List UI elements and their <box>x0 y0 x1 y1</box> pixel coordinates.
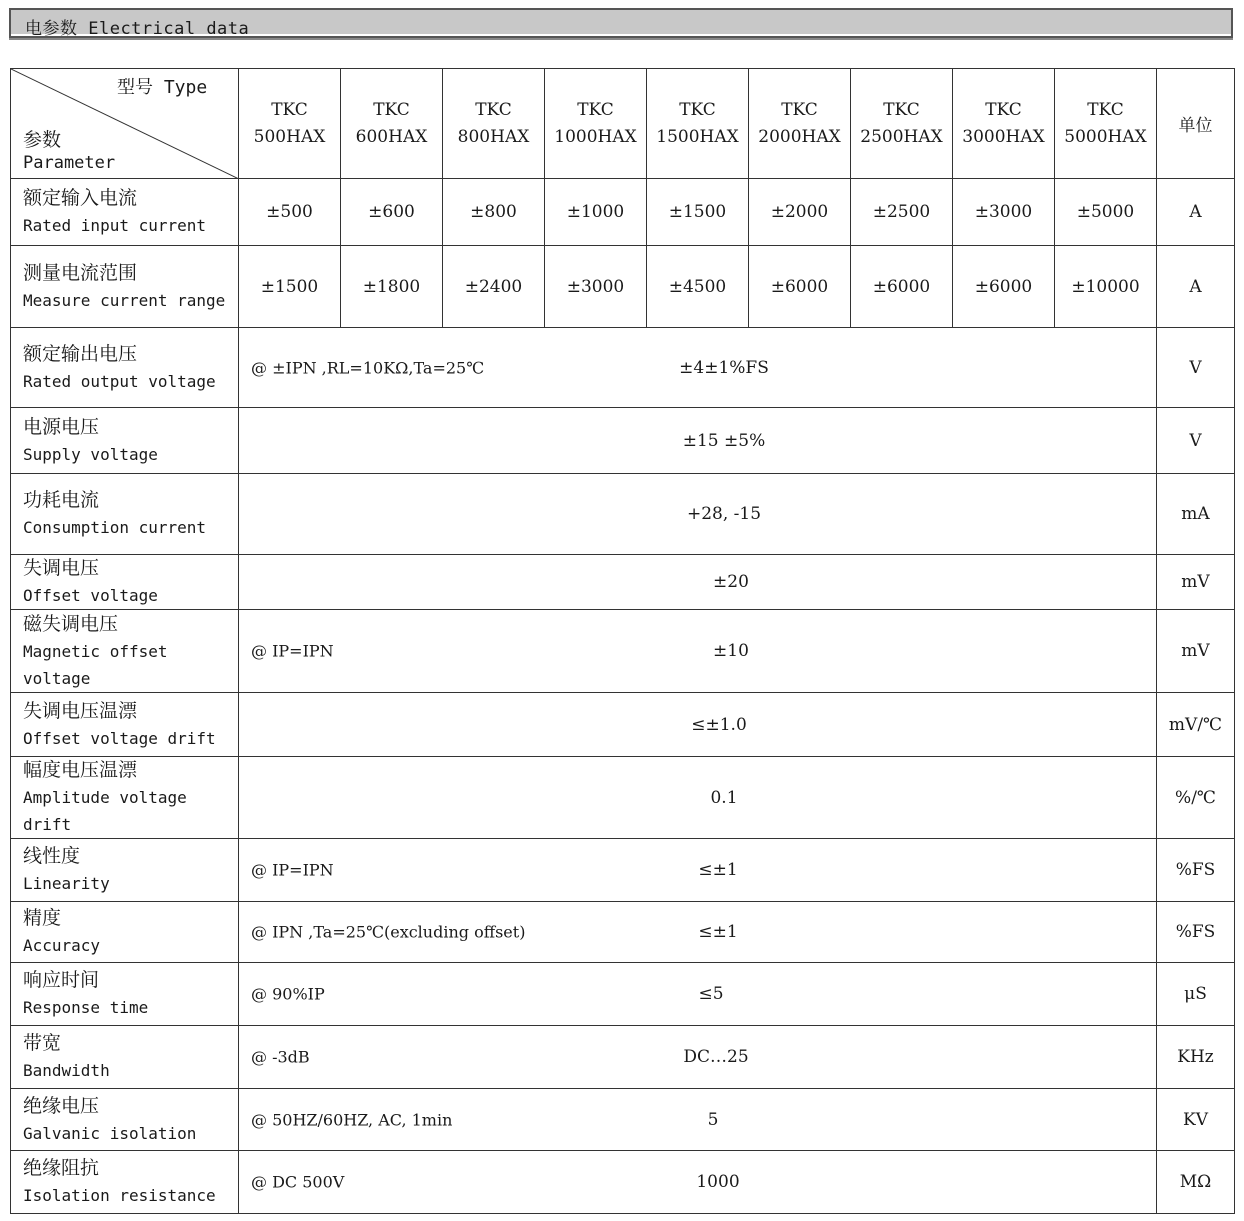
unit-cell: KV <box>1157 1089 1235 1151</box>
param-name: 功耗电流 Consumption current <box>11 474 239 555</box>
unit-cell: mA <box>1157 474 1235 555</box>
merged-value-cell <box>239 610 1157 693</box>
header-corner-cell <box>11 69 239 179</box>
value-cell: ±6000 <box>749 246 851 328</box>
merged-value-cell <box>239 963 1157 1026</box>
spec-value: ≤±1 <box>698 922 738 942</box>
parameter-label-en: Parameter <box>23 153 116 173</box>
param-name: 磁失调电压 Magnetic offset voltage <box>11 610 239 693</box>
section-header <box>9 8 1233 38</box>
merged-value-cell <box>239 1089 1157 1151</box>
unit-cell: A <box>1157 246 1235 328</box>
unit-cell: mV/℃ <box>1157 693 1235 757</box>
value-cell: ±5000 <box>1055 179 1157 246</box>
merged-value-cell <box>239 902 1157 963</box>
spec-value: 1000 <box>696 1172 740 1192</box>
model-header: TKC 5000HAX <box>1055 69 1157 179</box>
value-cell: ±600 <box>341 179 443 246</box>
value-cell: ±1500 <box>239 246 341 328</box>
table-row <box>11 408 1235 474</box>
spec-value: DC…25 <box>683 1047 749 1067</box>
unit-cell: mV <box>1157 555 1235 610</box>
section-title: 电参数 Electrical data <box>25 19 250 39</box>
param-name: 响应时间 Response time <box>11 963 239 1026</box>
test-condition: @ -3dB <box>251 1047 310 1067</box>
table-row <box>11 328 1235 408</box>
unit-cell: V <box>1157 408 1235 474</box>
unit-cell: mV <box>1157 610 1235 693</box>
table-row <box>11 610 1235 693</box>
merged-value-cell <box>239 1026 1157 1089</box>
test-condition: @ IP=IPN <box>251 860 334 880</box>
table-row <box>11 246 1235 328</box>
model-header: TKC 800HAX <box>443 69 545 179</box>
table-row <box>11 963 1235 1026</box>
param-name: 电源电压 Supply voltage <box>11 408 239 474</box>
value-cell: ±1800 <box>341 246 443 328</box>
test-condition: @ 90%IP <box>251 984 325 1004</box>
merged-value-cell <box>239 839 1157 902</box>
table-row <box>11 693 1235 757</box>
merged-value-cell <box>239 555 1157 610</box>
merged-value-cell <box>239 757 1157 839</box>
value-cell: ±3000 <box>545 246 647 328</box>
spec-value: 0.1 <box>710 787 738 808</box>
spec-value: ±10 <box>713 641 749 661</box>
unit-cell: %/℃ <box>1157 757 1235 839</box>
model-header: TKC 1000HAX <box>545 69 647 179</box>
table-row <box>11 839 1235 902</box>
model-header: TKC 1500HAX <box>647 69 749 179</box>
value-cell: ±6000 <box>851 246 953 328</box>
param-name: 线性度 Linearity <box>11 839 239 902</box>
parameter-label-cn: 参数 <box>23 129 62 151</box>
spec-value: ≤±1 <box>698 860 738 880</box>
param-name: 失调电压温漂 Offset voltage drift <box>11 693 239 757</box>
unit-cell: A <box>1157 179 1235 246</box>
unit-cell: μS <box>1157 963 1235 1026</box>
value-cell: ±3000 <box>953 179 1055 246</box>
value-cell: ±10000 <box>1055 246 1157 328</box>
param-name: 绝缘阻抗 Isolation resistance <box>11 1151 239 1214</box>
table-row <box>11 474 1235 555</box>
value-cell: ±1000 <box>545 179 647 246</box>
header-row <box>11 69 1235 179</box>
test-condition: @ DC 500V <box>251 1172 345 1192</box>
type-label: 型号 Type <box>117 77 208 98</box>
table-row <box>11 1089 1235 1151</box>
param-name: 额定输出电压 Rated output voltage <box>11 328 239 408</box>
merged-value-cell <box>239 1151 1157 1214</box>
test-condition: @ IPN ,Ta=25℃(excluding offset) <box>251 922 526 942</box>
param-name: 测量电流范围 Measure current range <box>11 246 239 328</box>
value-cell: ±2500 <box>851 179 953 246</box>
table-row <box>11 1151 1235 1214</box>
table-row <box>11 1026 1235 1089</box>
param-name: 带宽 Bandwidth <box>11 1026 239 1089</box>
value-cell: ±800 <box>443 179 545 246</box>
unit-cell: %FS <box>1157 902 1235 963</box>
test-condition: @ ±IPN ,RL=10KΩ,Ta=25℃ <box>251 358 485 377</box>
table-row <box>11 757 1235 839</box>
model-header: TKC 3000HAX <box>953 69 1055 179</box>
param-name: 幅度电压温漂 Amplitude voltage drift <box>11 757 239 839</box>
spec-value: ≤±1.0 <box>691 714 747 735</box>
value-cell: ±1500 <box>647 179 749 246</box>
table-row <box>11 179 1235 246</box>
electrical-data-table <box>10 68 1235 1214</box>
param-name: 失调电压 Offset voltage <box>11 555 239 610</box>
model-header: TKC 500HAX <box>239 69 341 179</box>
spec-value: ±15 ±5% <box>682 430 766 451</box>
spec-value: 5 <box>707 1109 719 1130</box>
table-row <box>11 902 1235 963</box>
merged-value-cell <box>239 693 1157 757</box>
unit-cell: V <box>1157 328 1235 408</box>
model-header: TKC 2000HAX <box>749 69 851 179</box>
merged-value-cell <box>239 328 1157 408</box>
merged-value-cell <box>239 474 1157 555</box>
table-row <box>11 555 1235 610</box>
spec-value: ±4±1%FS <box>679 357 769 378</box>
param-name: 额定输入电流 Rated input current <box>11 179 239 246</box>
value-cell: ±2000 <box>749 179 851 246</box>
value-cell: ±2400 <box>443 246 545 328</box>
value-cell: ±6000 <box>953 246 1055 328</box>
unit-header: 单位 <box>1157 69 1235 179</box>
spec-value: ≤5 <box>698 984 724 1004</box>
unit-cell: KHz <box>1157 1026 1235 1089</box>
value-cell: ±500 <box>239 179 341 246</box>
value-cell: ±4500 <box>647 246 749 328</box>
merged-value-cell <box>239 408 1157 474</box>
test-condition: @ 50HZ/60HZ, AC, 1min <box>251 1110 453 1129</box>
spec-value: ±20 <box>713 572 749 592</box>
spec-value: +28, -15 <box>686 504 762 524</box>
model-header: TKC 2500HAX <box>851 69 953 179</box>
param-name: 精度 Accuracy <box>11 902 239 963</box>
param-name: 绝缘电压 Galvanic isolation <box>11 1089 239 1151</box>
unit-cell: %FS <box>1157 839 1235 902</box>
test-condition: @ IP=IPN <box>251 641 334 661</box>
model-header: TKC 600HAX <box>341 69 443 179</box>
unit-cell: MΩ <box>1157 1151 1235 1214</box>
